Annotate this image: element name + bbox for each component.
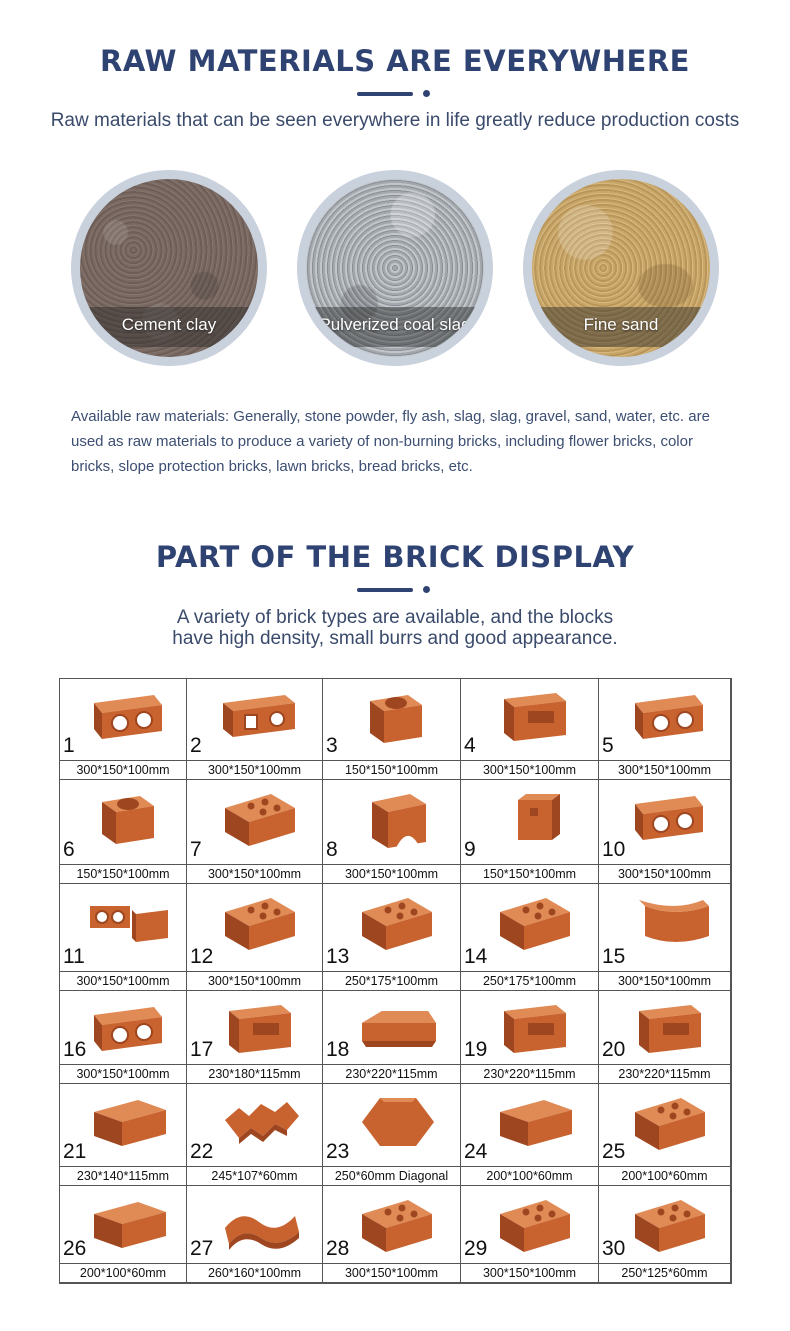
brick-cell-25 — [599, 1084, 731, 1186]
brick-number: 29 — [464, 1237, 488, 1260]
brick-cell-13 — [323, 884, 461, 991]
brick-two-hole-icon — [625, 681, 717, 753]
brick-interlock-icon — [215, 681, 307, 753]
brick-number: 18 — [326, 1038, 350, 1061]
brick-number: 3 — [326, 734, 338, 757]
brick-number: 23 — [326, 1140, 350, 1163]
material-label: Fine sand — [583, 315, 659, 334]
brick-dimensions: 300*150*100mm — [323, 864, 460, 883]
paver-zigzag-icon — [215, 1086, 307, 1158]
brick-number: 25 — [602, 1140, 626, 1163]
brick-dimensions: 300*150*100mm — [599, 864, 730, 883]
brick-cell-30 — [599, 1186, 731, 1283]
brick-cell-16 — [60, 991, 187, 1084]
brick-cell-6 — [60, 780, 187, 884]
brick-two-hole-icon — [625, 782, 717, 854]
brick-number: 8 — [326, 838, 338, 861]
brick-number: 14 — [464, 945, 488, 968]
brick-dimensions: 230*220*115mm — [461, 1064, 598, 1083]
brick-number: 9 — [464, 838, 476, 861]
brick-cell-26 — [60, 1186, 187, 1283]
brick-half-hole-icon — [84, 782, 176, 854]
brick-number: 15 — [602, 945, 626, 968]
brick-dimensions: 150*150*100mm — [461, 864, 598, 883]
brick-solid-icon — [84, 1086, 176, 1158]
brick-arch-icon — [352, 782, 444, 854]
brick-number: 20 — [602, 1038, 626, 1061]
brick-pair-icon — [84, 886, 176, 958]
brick-cell-17 — [187, 991, 323, 1084]
brick-cell-3 — [323, 679, 461, 780]
brick-channel-icon — [490, 681, 582, 753]
brick-two-hole-icon — [84, 993, 176, 1065]
brick-studded-icon — [352, 1188, 444, 1260]
brick-cell-15 — [599, 884, 731, 991]
fine-sand-image — [532, 179, 710, 357]
brick-dimensions: 230*220*115mm — [323, 1064, 460, 1083]
brick-dimensions: 250*125*60mm — [599, 1263, 730, 1282]
brick-dimensions: 300*150*100mm — [187, 864, 322, 883]
brick-display-title: PART OF THE BRICK DISPLAY — [155, 540, 635, 574]
brick-dimensions: 245*107*60mm — [187, 1166, 322, 1185]
brick-cell-22 — [187, 1084, 323, 1186]
material-coal-slag — [297, 170, 493, 366]
brick-number: 28 — [326, 1237, 350, 1260]
brick-cell-7 — [187, 780, 323, 884]
brick-number: 1 — [63, 734, 75, 757]
brick-cell-12 — [187, 884, 323, 991]
brick-cell-11 — [60, 884, 187, 991]
brick-cell-29 — [461, 1186, 599, 1283]
brick-channel-icon — [625, 993, 717, 1065]
brick-number: 16 — [63, 1038, 87, 1061]
brick-dimensions: 300*150*100mm — [323, 1263, 460, 1282]
brick-number: 5 — [602, 734, 614, 757]
brick-cell-8 — [323, 780, 461, 884]
material-label: Pulverized coal slag — [319, 315, 471, 334]
brick-number: 11 — [63, 945, 85, 968]
brick-number: 2 — [190, 734, 202, 757]
brick-display-subtitle-1: A variety of brick types are available, and the blocks — [176, 607, 614, 628]
brick-small-icon — [490, 782, 582, 854]
brick-solid-icon — [490, 1086, 582, 1158]
brick-cell-23 — [323, 1084, 461, 1186]
brick-studded-icon — [352, 886, 444, 958]
brick-cell-5 — [599, 679, 731, 780]
material-label: Cement clay — [121, 315, 217, 334]
brick-half-hole-icon — [352, 681, 444, 753]
brick-number: 21 — [63, 1140, 87, 1163]
title-decoration — [0, 90, 790, 98]
brick-number: 12 — [190, 945, 214, 968]
brick-display-subtitle-2: have high density, small burrs and good appearance. — [172, 628, 618, 649]
brick-number: 6 — [63, 838, 75, 861]
brick-number: 17 — [190, 1038, 214, 1061]
brick-dimensions: 200*100*60mm — [599, 1166, 730, 1185]
brick-grid — [59, 678, 732, 1284]
brick-cell-14 — [461, 884, 599, 991]
brick-dimensions: 200*100*60mm — [461, 1166, 598, 1185]
brick-cell-2 — [187, 679, 323, 780]
brick-number: 10 — [602, 838, 626, 861]
brick-number: 26 — [63, 1237, 87, 1260]
brick-dimensions: 300*150*100mm — [60, 971, 186, 990]
brick-channel-icon — [490, 993, 582, 1065]
title-decoration — [0, 586, 790, 594]
brick-studded-icon — [625, 1086, 717, 1158]
brick-dimensions: 250*175*100mm — [323, 971, 460, 990]
material-cement-clay — [71, 170, 267, 366]
brick-studded-icon — [215, 782, 307, 854]
brick-dimensions: 230*220*115mm — [599, 1064, 730, 1083]
brick-dimensions: 200*100*60mm — [60, 1263, 186, 1282]
brick-cell-20 — [599, 991, 731, 1084]
brick-dimensions: 300*150*100mm — [187, 971, 322, 990]
brick-dimensions: 150*150*100mm — [60, 864, 186, 883]
brick-dimensions: 230*140*115mm — [60, 1166, 186, 1185]
brick-cell-19 — [461, 991, 599, 1084]
brick-number: 22 — [190, 1140, 214, 1163]
brick-number: 24 — [464, 1140, 488, 1163]
brick-studded-icon — [490, 1188, 582, 1260]
raw-materials-title: RAW MATERIALS ARE EVERYWHERE — [100, 44, 690, 78]
brick-dimensions: 300*150*100mm — [187, 760, 322, 779]
brick-dimensions: 250*175*100mm — [461, 971, 598, 990]
raw-materials-subtitle: Raw materials that can be seen everywhere in life greatly reduce production costs — [50, 110, 740, 131]
brick-cell-18 — [323, 991, 461, 1084]
material-fine-sand — [523, 170, 719, 366]
brick-dimensions: 300*150*100mm — [60, 760, 186, 779]
brick-studded-icon — [215, 886, 307, 958]
brick-number: 4 — [464, 734, 476, 757]
brick-dimensions: 260*160*100mm — [187, 1263, 322, 1282]
brick-slope-icon — [352, 993, 444, 1065]
brick-number: 27 — [190, 1237, 214, 1260]
brick-dimensions: 300*150*100mm — [461, 1263, 598, 1282]
brick-studded-icon — [625, 1188, 717, 1260]
paver-wave-icon — [215, 1188, 307, 1260]
brick-dimensions: 300*150*100mm — [60, 1064, 186, 1083]
brick-number: 7 — [190, 838, 202, 861]
brick-number: 30 — [602, 1237, 626, 1260]
brick-cell-1 — [60, 679, 187, 780]
coal-slag-image — [306, 179, 484, 357]
brick-curved-icon — [625, 886, 717, 958]
brick-dimensions: 230*180*115mm — [187, 1064, 322, 1083]
brick-cell-21 — [60, 1084, 187, 1186]
brick-channel-icon — [215, 993, 307, 1065]
brick-dimensions: 300*150*100mm — [599, 760, 730, 779]
brick-studded-icon — [490, 886, 582, 958]
brick-dimensions: 300*150*100mm — [461, 760, 598, 779]
raw-materials-description: Available raw materials: Generally, stone powder, fly ash, slag, slag, gravel, sand, water, etc. are used as raw materials to produce a variety of non-burning bricks, including flower bricks, color bricks, slope protection bricks, lawn bricks, bread bricks, etc. — [71, 408, 710, 475]
brick-cell-27 — [187, 1186, 323, 1283]
brick-number: 13 — [326, 945, 350, 968]
brick-dimensions: 150*150*100mm — [323, 760, 460, 779]
paver-hexagon-icon — [352, 1086, 444, 1158]
brick-dimensions: 300*150*100mm — [599, 971, 730, 990]
brick-two-hole-icon — [84, 681, 176, 753]
brick-cell-28 — [323, 1186, 461, 1283]
cement-clay-image — [80, 179, 258, 357]
brick-cell-24 — [461, 1084, 599, 1186]
brick-cell-9 — [461, 780, 599, 884]
brick-solid-icon — [84, 1188, 176, 1260]
brick-number: 19 — [464, 1038, 488, 1061]
brick-cell-4 — [461, 679, 599, 780]
brick-dimensions: 250*60mm Diagonal — [323, 1166, 460, 1185]
brick-cell-10 — [599, 780, 731, 884]
